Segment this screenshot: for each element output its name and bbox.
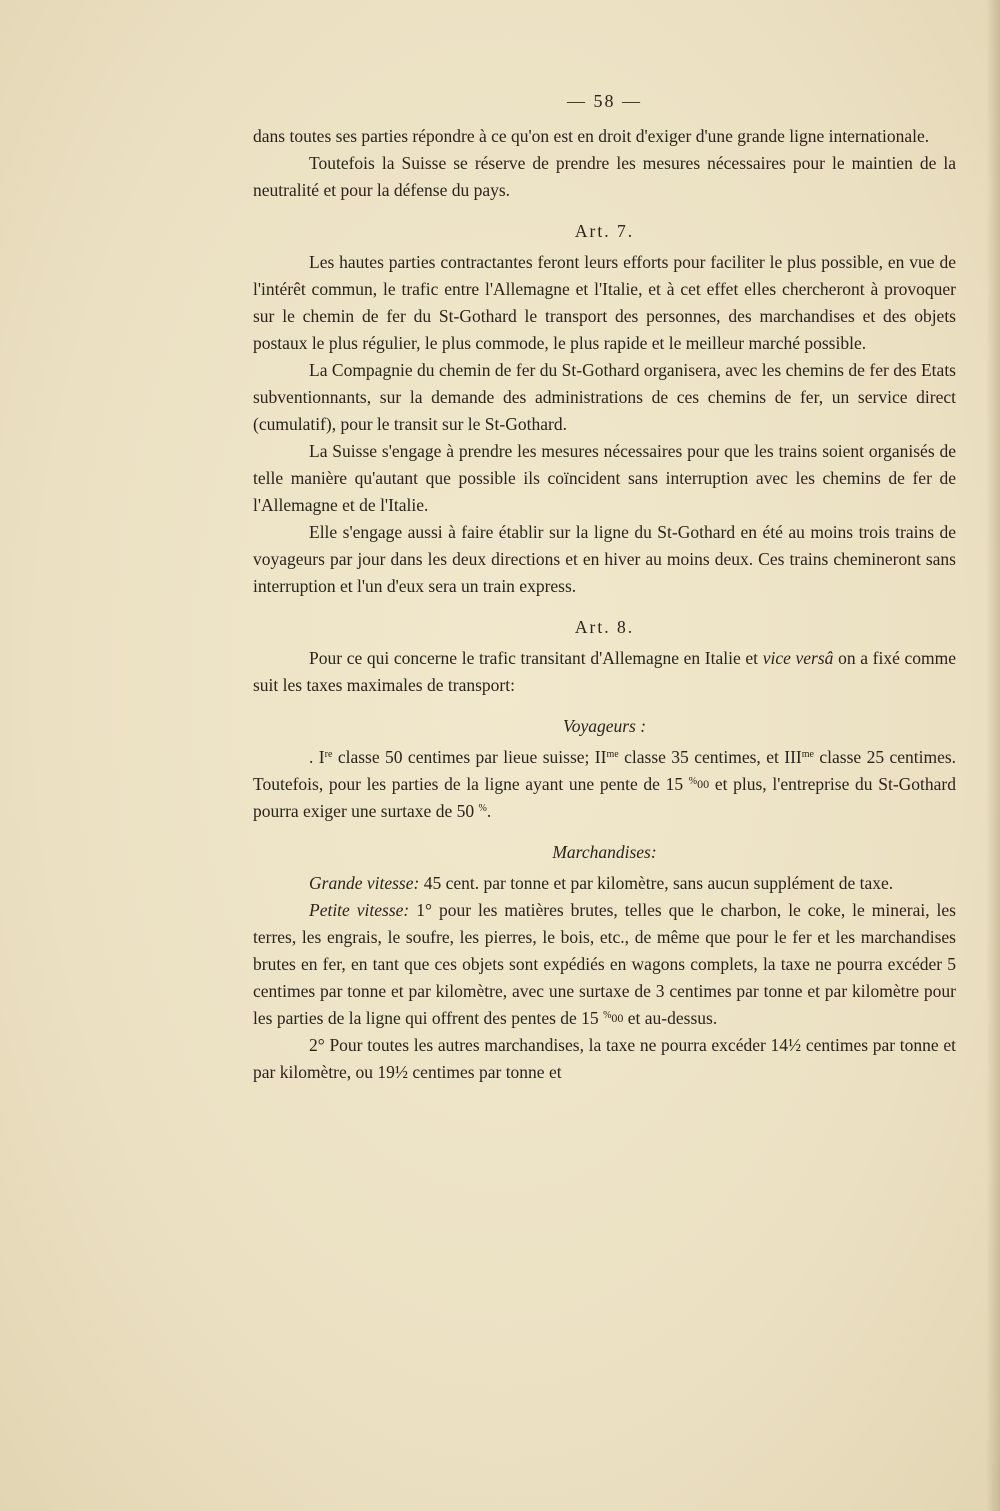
text-span: on a fixé comme suit les taxes maximales de transport: [253, 648, 957, 695]
paragraph-autres-marchandises [253, 1032, 956, 1086]
text-span: 2° Pour toutes les autres marchandises, la taxe ne pourra excéder 14 [309, 1035, 789, 1055]
text-span: . I [309, 747, 325, 767]
article-heading-7: Art. 7. [574, 221, 635, 241]
italic-span: Petite vitesse: [309, 900, 410, 920]
paragraph: Toutefois la Suisse se réserve de prendre les mesures nécessaires pour le maintien de la neutralité et pour la défense du pays. [253, 153, 956, 200]
paragraph: La Suisse s'engage à prendre les mesures nécessaires pour que les trains soient organisés de telle manière qu'autant que possible ils coïncident sans interruption avec les chemins de fer de l'Allemagne et de l'Italie. [253, 441, 956, 515]
superscript: me [801, 749, 814, 760]
paragraph-petite-vitesse [253, 897, 956, 1032]
paragraph-grande-vitesse [253, 870, 956, 897]
article-heading-8: Art. 8. [574, 617, 635, 637]
subheading-voyageurs: Voyageurs : [562, 716, 647, 736]
text-span: centimes par tonne et [412, 1062, 562, 1082]
text-span: centimes par tonne et par kilomètre, ou 19 [253, 1035, 956, 1082]
text-span: 1° pour les matières brutes, telles que le charbon, le coke, le minerai, les terres, les engrais, le soufre, les pierres, le bois, etc., de même que pour le fer et les marchandises brutes en fer, en tant que ces objets sont expédiés en wagons complets, la taxe ne pourra excéder 5 centimes par tonne et par kilomètre, avec une surtaxe de 3 centimes par tonne et par kilomètre pour les parties de la ligne qui offrent des pentes de 15 [253, 900, 956, 1028]
superscript: % [688, 776, 698, 787]
paragraph: Elle s'engage aussi à faire établir sur la ligne du St-Gothard en été au moins trois trains de voyageurs par jour dans les deux directions et en hiver au moins deux. Ces trains chemineront sans interruption et l'un d'eux sera un train express. [253, 522, 956, 596]
text-span: et plus, l'entreprise du St-Gothard pourra exiger une surtaxe de 50 [253, 774, 957, 821]
subscript: 00 [697, 777, 710, 791]
page-edge-shadow [986, 0, 1000, 1511]
paragraph: La Compagnie du chemin de fer du St-Gothard organisera, avec les chemins de fer des Etats subventionnants, sur la demande des administrations de ces chemins de fer, un service direct (cumulatif), pour le transit sur le St-Gothard. [253, 360, 956, 434]
fraction: ½ [788, 1035, 802, 1055]
italic-span: Grande vitesse: [309, 873, 420, 893]
paragraph: Les hautes parties contractantes feront leurs efforts pour faciliter le plus possible, en vue de l'intérêt commun, le trafic entre l'Allemagne et l'Italie, et à cet effet elles chercheront à provoquer sur le chemin de fer du St-Gothard le transport des personnes, des marchandises et des objets postaux le plus régulier, le plus commode, le plus rapide et le meilleur marché possible. [253, 252, 956, 353]
text-span: . [486, 801, 492, 821]
text-span: classe 35 centimes, et III [624, 747, 802, 767]
paragraph-voyageurs [253, 744, 956, 825]
paragraph-art8-intro [253, 645, 956, 699]
text-span: classe 25 centimes. Toutefois, pour les parties de la ligne ayant une pente de 15 [253, 747, 957, 794]
italic-span: vice versâ [762, 648, 834, 668]
text-span: classe 50 centimes par lieue suisse; II [337, 747, 607, 767]
text-span: et au-dessus. [627, 1008, 718, 1028]
fraction: ½ [394, 1062, 409, 1082]
paragraph: dans toutes ses parties répondre à ce qu'on est en droit d'exiger d'une grande ligne internationale. [253, 126, 930, 146]
superscript: re [324, 749, 333, 760]
subheading-marchandises: Marchandises: [552, 842, 657, 862]
page-text-block [253, 88, 956, 1086]
text-span: Pour ce qui concerne le trafic transitant d'Allemagne en Italie et [309, 648, 759, 668]
superscript: % [478, 803, 487, 814]
superscript: me [606, 749, 619, 760]
superscript: % [603, 1010, 612, 1021]
subscript: 00 [611, 1011, 624, 1025]
text-span: 45 cent. par tonne et par kilomètre, sans aucun supplément de taxe. [423, 873, 894, 893]
page-number: — 58 — [567, 91, 642, 111]
